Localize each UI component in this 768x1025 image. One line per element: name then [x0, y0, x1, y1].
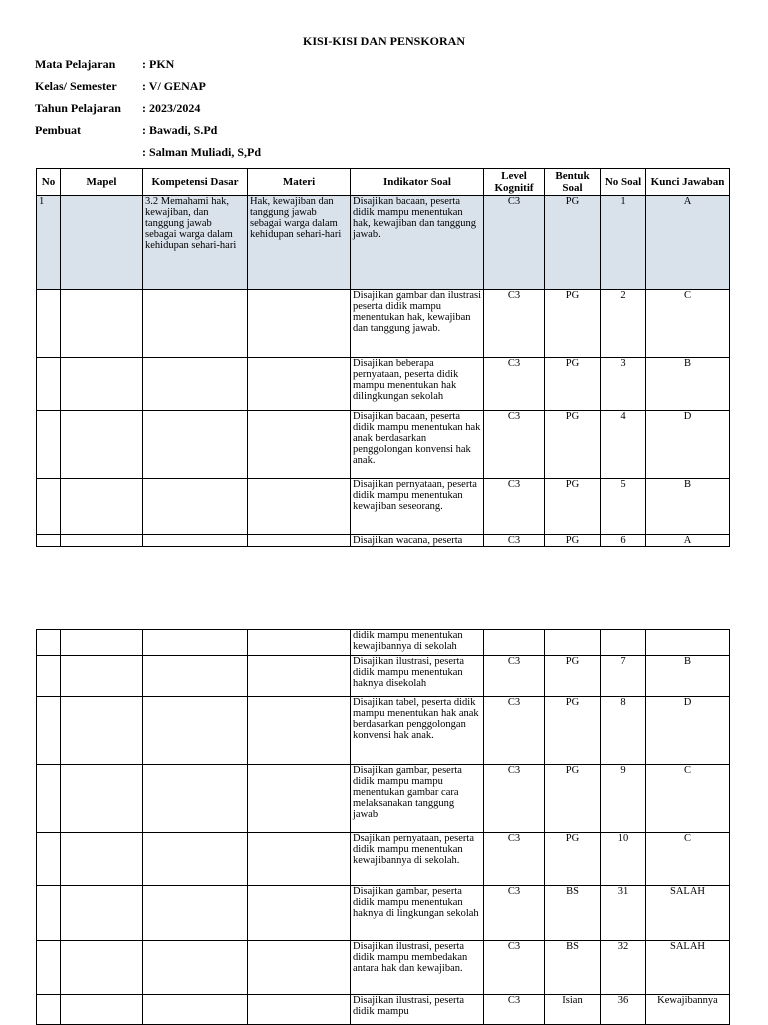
- cell-mapel: [61, 765, 143, 833]
- cell-no: [37, 479, 61, 535]
- cell-indikator: Disajikan gambar dan ilustrasi peserta didik mampu menentukan hak, kewajiban dan tanggung jawab.: [351, 290, 484, 358]
- meta-row-subject: [35, 56, 261, 78]
- cell-materi: [248, 995, 351, 1025]
- cell-no-soal: 36: [601, 995, 646, 1025]
- cell-bentuk: PG: [545, 656, 601, 697]
- cell-kompetensi-dasar: [143, 290, 248, 358]
- cell-bentuk: Isian: [545, 995, 601, 1025]
- cell-level: C3: [484, 358, 545, 411]
- cell-mapel: [61, 630, 143, 656]
- cell-materi: [248, 765, 351, 833]
- cell-no-soal: 31: [601, 886, 646, 941]
- header-no: No: [37, 169, 61, 196]
- cell-no-soal: 5: [601, 479, 646, 535]
- cell-no: [37, 833, 61, 886]
- table-row: [37, 358, 730, 411]
- cell-materi: [248, 941, 351, 995]
- cell-no: [37, 697, 61, 765]
- cell-no-soal: 9: [601, 765, 646, 833]
- table-header-row: [37, 169, 730, 196]
- cell-kompetensi-dasar: [143, 630, 248, 656]
- document-title: KISI-KISI DAN PENSKORAN: [302, 34, 466, 48]
- grid-table-page-1: [36, 168, 730, 547]
- cell-materi: [248, 479, 351, 535]
- cell-no-soal: 10: [601, 833, 646, 886]
- cell-level: [484, 630, 545, 656]
- cell-indikator: Disajikan tabel, peserta didik mampu menentukan hak anak berdasarkan penggolongan konvensi hak anak.: [351, 697, 484, 765]
- cell-kunci: Kewajibannya: [646, 995, 730, 1025]
- cell-kunci: A: [646, 196, 730, 290]
- cell-no: [37, 765, 61, 833]
- cell-level: C3: [484, 535, 545, 547]
- cell-bentuk: PG: [545, 833, 601, 886]
- meta-row-coauthor: [35, 144, 261, 166]
- cell-no: [37, 290, 61, 358]
- grid-table-page-2: [36, 629, 730, 1025]
- cell-kompetensi-dasar: [143, 941, 248, 995]
- cell-indikator: Disajikan bacaan, peserta didik mampu menentukan hak, kewajiban dan tanggung jawab.: [351, 196, 484, 290]
- meta-row-author: [35, 122, 261, 144]
- cell-bentuk: [545, 630, 601, 656]
- cell-kunci: C: [646, 765, 730, 833]
- header-bentuk-soal: Bentuk Soal: [545, 169, 601, 196]
- meta-value: : Salman Muliadi, S,Pd: [142, 145, 262, 159]
- cell-mapel: [61, 886, 143, 941]
- cell-mapel: [61, 995, 143, 1025]
- cell-level: C3: [484, 697, 545, 765]
- cell-no-soal: 8: [601, 697, 646, 765]
- cell-mapel: [61, 941, 143, 995]
- cell-bentuk: PG: [545, 358, 601, 411]
- cell-level: C3: [484, 656, 545, 697]
- meta-row-class: [35, 78, 261, 100]
- header-indikator-soal: Indikator Soal: [351, 169, 484, 196]
- cell-indikator: Disajikan pernyataan, peserta didik mampu menentukan kewajiban seseorang.: [351, 479, 484, 535]
- cell-bentuk: PG: [545, 479, 601, 535]
- cell-materi: [248, 358, 351, 411]
- table-row: [37, 697, 730, 765]
- cell-kompetensi-dasar: [143, 411, 248, 479]
- cell-level: C3: [484, 765, 545, 833]
- cell-kunci: A: [646, 535, 730, 547]
- cell-no-soal: 4: [601, 411, 646, 479]
- meta-row-year: [35, 100, 261, 122]
- cell-no: [37, 411, 61, 479]
- cell-no: [37, 941, 61, 995]
- cell-bentuk: PG: [545, 765, 601, 833]
- cell-no: [37, 886, 61, 941]
- meta-label: Tahun Pelajaran: [35, 101, 121, 115]
- cell-kunci: SALAH: [646, 941, 730, 995]
- header-materi: Materi: [248, 169, 351, 196]
- cell-materi: Hak, kewajiban dan tanggung jawab sebagai warga dalam kehidupan sehari-hari: [248, 196, 351, 290]
- cell-kunci: B: [646, 479, 730, 535]
- cell-materi: [248, 411, 351, 479]
- cell-no: [37, 535, 61, 547]
- meta-value: : 2023/2024: [142, 101, 201, 115]
- header-kompetensi-dasar: Kompetensi Dasar: [143, 169, 248, 196]
- header-no-soal: No Soal: [601, 169, 646, 196]
- table-row: [37, 995, 730, 1025]
- cell-materi: [248, 290, 351, 358]
- table-row: [37, 479, 730, 535]
- cell-materi: [248, 886, 351, 941]
- cell-kunci: C: [646, 290, 730, 358]
- table-row: [37, 833, 730, 886]
- cell-bentuk: BS: [545, 886, 601, 941]
- table-row: [37, 886, 730, 941]
- cell-kompetensi-dasar: [143, 656, 248, 697]
- table-row: [37, 941, 730, 995]
- header-mapel: Mapel: [61, 169, 143, 196]
- cell-no-soal: [601, 630, 646, 656]
- cell-kompetensi-dasar: [143, 765, 248, 833]
- cell-no-soal: 6: [601, 535, 646, 547]
- table-row: [37, 535, 730, 547]
- cell-level: C3: [484, 941, 545, 995]
- cell-mapel: [61, 479, 143, 535]
- cell-materi: [248, 833, 351, 886]
- meta-value: : PKN: [142, 57, 175, 71]
- cell-no-soal: 32: [601, 941, 646, 995]
- cell-kunci: D: [646, 697, 730, 765]
- table-row: [37, 765, 730, 833]
- cell-kunci: D: [646, 411, 730, 479]
- document-meta: [35, 56, 261, 166]
- cell-level: C3: [484, 196, 545, 290]
- cell-kunci: C: [646, 833, 730, 886]
- cell-no-soal: 7: [601, 656, 646, 697]
- cell-indikator: Disajikan bacaan, peserta didik mampu menentukan hak anak berdasarkan penggolongan konvensi hak anak.: [351, 411, 484, 479]
- cell-bentuk: PG: [545, 535, 601, 547]
- cell-materi: [248, 535, 351, 547]
- table-row: [37, 630, 730, 656]
- cell-no: [37, 995, 61, 1025]
- cell-kompetensi-dasar: [143, 886, 248, 941]
- cell-mapel: [61, 697, 143, 765]
- cell-materi: [248, 697, 351, 765]
- cell-level: C3: [484, 290, 545, 358]
- cell-kompetensi-dasar: [143, 535, 248, 547]
- table-row: [37, 411, 730, 479]
- cell-no: [37, 630, 61, 656]
- cell-bentuk: PG: [545, 290, 601, 358]
- meta-label: Mata Pelajaran: [35, 57, 116, 71]
- cell-level: C3: [484, 833, 545, 886]
- table-row: [37, 196, 730, 290]
- cell-bentuk: PG: [545, 697, 601, 765]
- cell-materi: [248, 656, 351, 697]
- table-row: [37, 290, 730, 358]
- meta-label: Pembuat: [35, 123, 81, 137]
- cell-bentuk: PG: [545, 411, 601, 479]
- cell-kompetensi-dasar: [143, 833, 248, 886]
- meta-value: : Bawadi, S.Pd: [142, 123, 218, 137]
- cell-mapel: [61, 833, 143, 886]
- cell-no-soal: 2: [601, 290, 646, 358]
- cell-indikator: Disajikan gambar, peserta didik mampu menentukan haknya di lingkungan sekolah: [351, 886, 484, 941]
- cell-no: [37, 358, 61, 411]
- cell-kunci: B: [646, 358, 730, 411]
- cell-level: C3: [484, 995, 545, 1025]
- cell-mapel: [61, 290, 143, 358]
- cell-indikator: didik mampu menentukan kewajibannya di sekolah: [351, 630, 484, 656]
- cell-mapel: [61, 535, 143, 547]
- cell-bentuk: PG: [545, 196, 601, 290]
- cell-kunci: B: [646, 656, 730, 697]
- cell-kunci: SALAH: [646, 886, 730, 941]
- cell-kompetensi-dasar: [143, 697, 248, 765]
- cell-bentuk: BS: [545, 941, 601, 995]
- cell-kompetensi-dasar: [143, 479, 248, 535]
- cell-no: 1: [37, 196, 61, 290]
- cell-materi: [248, 630, 351, 656]
- cell-no-soal: 3: [601, 358, 646, 411]
- cell-mapel: [61, 411, 143, 479]
- meta-label: [35, 144, 142, 166]
- cell-no-soal: 1: [601, 196, 646, 290]
- cell-indikator: Disajikan ilustrasi, peserta didik mampu: [351, 995, 484, 1025]
- cell-mapel: [61, 358, 143, 411]
- cell-mapel: [61, 656, 143, 697]
- header-kunci-jawaban: Kunci Jawaban: [646, 169, 730, 196]
- cell-indikator: Disajikan ilustrasi, peserta didik mampu membedakan antara hak dan kewajiban.: [351, 941, 484, 995]
- cell-indikator: Dsajikan pernyataan, peserta didik mampu menentukan kewajibannya di sekolah.: [351, 833, 484, 886]
- meta-label: Kelas/ Semester: [35, 79, 117, 93]
- cell-level: C3: [484, 479, 545, 535]
- cell-kompetensi-dasar: [143, 358, 248, 411]
- cell-kunci: [646, 630, 730, 656]
- cell-level: C3: [484, 886, 545, 941]
- cell-no: [37, 656, 61, 697]
- cell-indikator: Disajikan ilustrasi, peserta didik mampu menentukan haknya disekolah: [351, 656, 484, 697]
- cell-indikator: Disajikan wacana, peserta: [351, 535, 484, 547]
- cell-mapel: [61, 196, 143, 290]
- meta-value: : V/ GENAP: [142, 79, 206, 93]
- cell-kompetensi-dasar: [143, 995, 248, 1025]
- cell-level: C3: [484, 411, 545, 479]
- table-row: [37, 656, 730, 697]
- header-level-kognitif: Level Kognitif: [484, 169, 545, 196]
- cell-indikator: Disajikan gambar, peserta didik mampu mampu menentukan gambar cara melaksanakan tanggung jawab: [351, 765, 484, 833]
- cell-indikator: Disajikan beberapa pernyataan, peserta didik mampu menentukan hak dilingkungan sekolah: [351, 358, 484, 411]
- cell-kompetensi-dasar: 3.2 Memahami hak, kewajiban, dan tanggung jawab sebagai warga dalam kehidupan sehari-hari: [143, 196, 248, 290]
